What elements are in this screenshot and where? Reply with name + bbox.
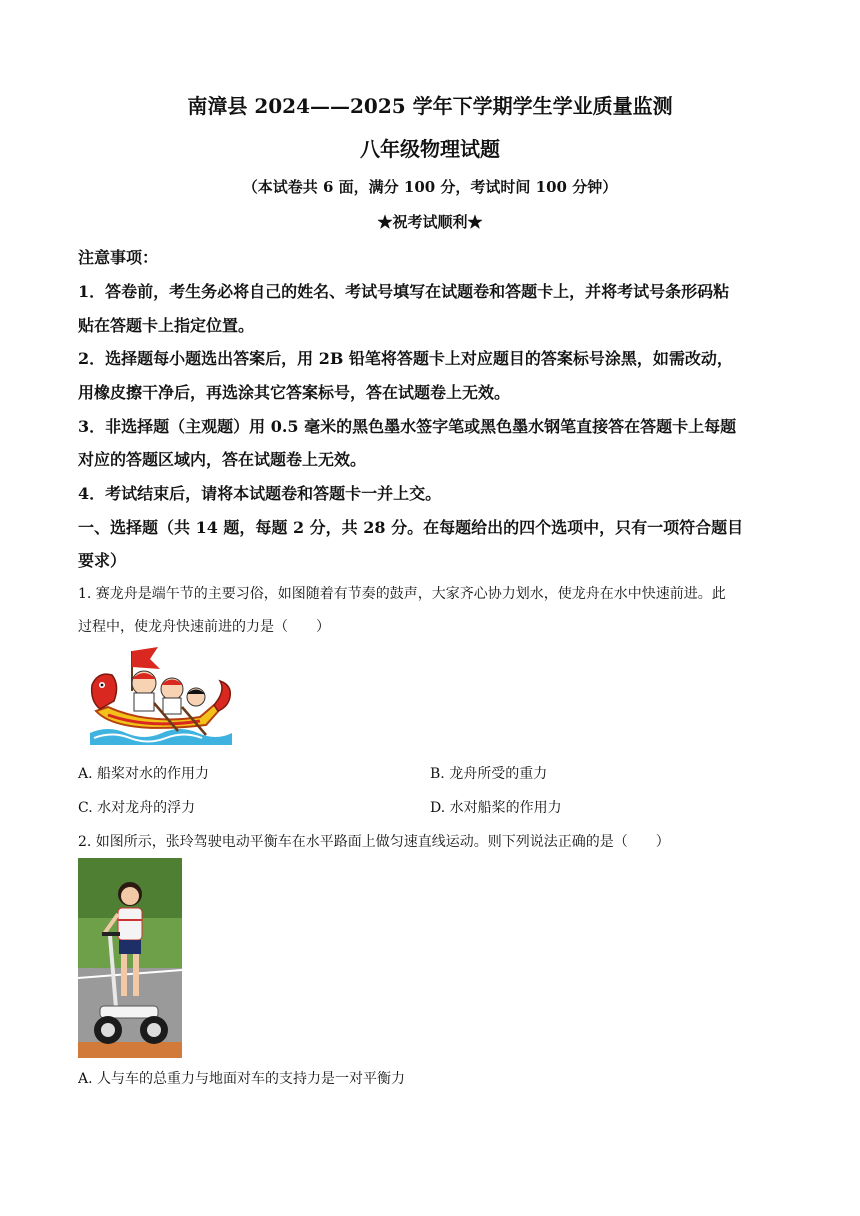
- section-heading-cont: 要求）: [78, 551, 127, 570]
- option-1d: D. 水对船桨的作用力: [430, 800, 562, 816]
- option-1b: B. 龙舟所受的重力: [430, 766, 548, 782]
- section-heading: 一、选择题（共 14 题，每题 2 分，共 28 分。在每题给出的四个选项中，只有一项符合题目: [78, 518, 744, 537]
- note-line: 用橡皮擦干净后，再选涂其它答案标号，答在试题卷上无效。: [78, 383, 511, 402]
- exam-subject: 八年级物理试题: [360, 137, 500, 161]
- option-1a: A. 船桨对水的作用力: [78, 766, 210, 782]
- note-line: 4．考试结束后，请将本试题卷和答题卡一并上交。: [78, 484, 442, 503]
- note-line: 对应的答题区域内，答在试题卷上无效。: [78, 450, 367, 469]
- question-1-text-cont: 过程中，使龙舟快速前进的力是（ ）: [78, 619, 330, 635]
- blessing: ★祝考试顺利★: [377, 213, 483, 231]
- notes-heading: 注意事项：: [78, 248, 159, 267]
- dragon-boat-image: [88, 645, 234, 747]
- note-line: 3．非选择题（主观题）用 0.5 毫米的黑色墨水签字笔或黑色墨水钢笔直接答在答题卡上每题: [78, 417, 737, 436]
- note-line: 贴在答题卡上指定位置。: [78, 316, 255, 335]
- note-line: 1．答卷前，考生务必将自己的姓名、考试号填写在试题卷和答题卡上，并将考试号条形码粘: [78, 282, 730, 301]
- exam-info: （本试卷共 6 面，满分 100 分，考试时间 100 分钟）: [242, 178, 618, 196]
- note-line: 2．选择题每小题选出答案后，用 2B 铅笔将答题卡上对应题目的答案标号涂黑，如需改动，: [78, 349, 733, 368]
- question-2-text: 2. 如图所示，张玲驾驶电动平衡车在水平路面上做匀速直线运动。则下列说法正确的是（ ）: [78, 834, 670, 850]
- balance-scooter-image: [78, 858, 182, 1058]
- exam-title: 南漳县 2024——2025 学年下学期学生学业质量监测: [187, 94, 673, 118]
- question-1-text: 1. 赛龙舟是端午节的主要习俗，如图随着有节奏的鼓声，大家齐心协力划水，使龙舟在水中快速前进。此: [78, 586, 726, 602]
- option-2a: A. 人与车的总重力与地面对车的支持力是一对平衡力: [78, 1071, 406, 1087]
- option-1c: C. 水对龙舟的浮力: [78, 800, 196, 816]
